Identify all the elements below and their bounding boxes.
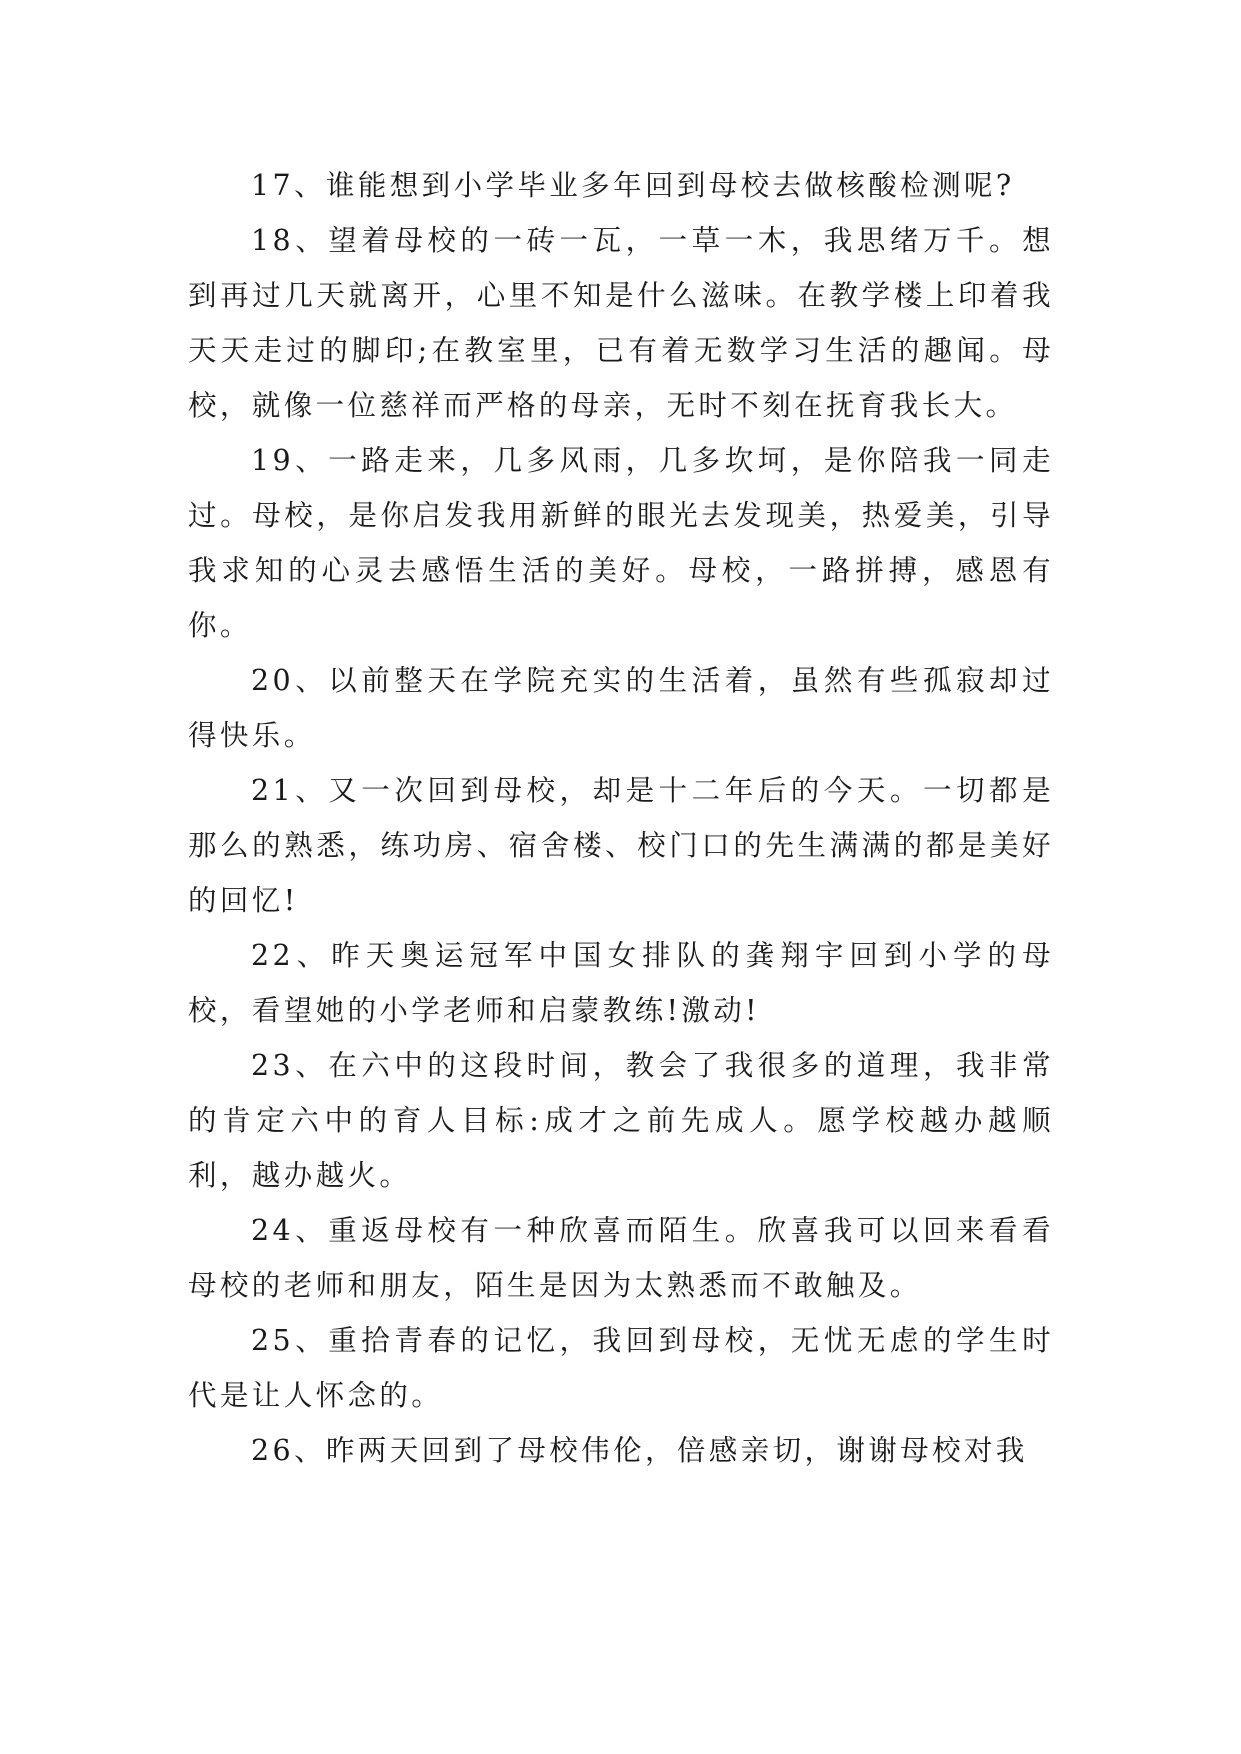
document-body: [188, 158, 1054, 1478]
paragraph-24: 24、重返母校有一种欣喜而陌生。欣喜我可以回来看看母校的老师和朋友，陌生是因为太熟悉而不敢触及。: [188, 1214, 1054, 1302]
paragraph-21: 21、又一次回到母校，却是十二年后的今天。一切都是那么的熟悉，练功房、宿舍楼、校门口的先生满满的都是美好的回忆!: [188, 774, 1054, 917]
paragraph-22: 22、昨天奥运冠军中国女排队的龚翔宇回到小学的母校，看望她的小学老师和启蒙教练!激动!: [188, 939, 1054, 1027]
paragraph-19: 19、一路走来，几多风雨，几多坎坷，是你陪我一同走过。母校，是你启发我用新鲜的眼光去发现美，热爱美，引导我求知的心灵去感悟生活的美好。母校，一路拼搏，感恩有你。: [188, 444, 1054, 642]
paragraph-20: 20、以前整天在学院充实的生活着，虽然有些孤寂却过得快乐。: [188, 664, 1054, 752]
paragraph-18: 18、望着母校的一砖一瓦，一草一木，我思绪万千。想到再过几天就离开，心里不知是什么滋味。在教学楼上印着我天天走过的脚印;在教室里，已有着无数学习生活的趣闻。母校，就像一位慈祥而严格的母亲，无时不刻在抚育我长大。: [188, 224, 1054, 422]
paragraph-25: 25、重拾青春的记忆，我回到母校，无忧无虑的学生时代是让人怀念的。: [188, 1324, 1054, 1412]
paragraph-17: 17、谁能想到小学毕业多年回到母校去做核酸检测呢?: [251, 169, 1015, 202]
paragraph-26: 26、昨两天回到了母校伟伦，倍感亲切，谢谢母校对我: [251, 1434, 1028, 1467]
paragraph-23: 23、在六中的这段时间，教会了我很多的道理，我非常的肯定六中的育人目标:成才之前先成人。愿学校越办越顺利，越办越火。: [188, 1049, 1054, 1192]
